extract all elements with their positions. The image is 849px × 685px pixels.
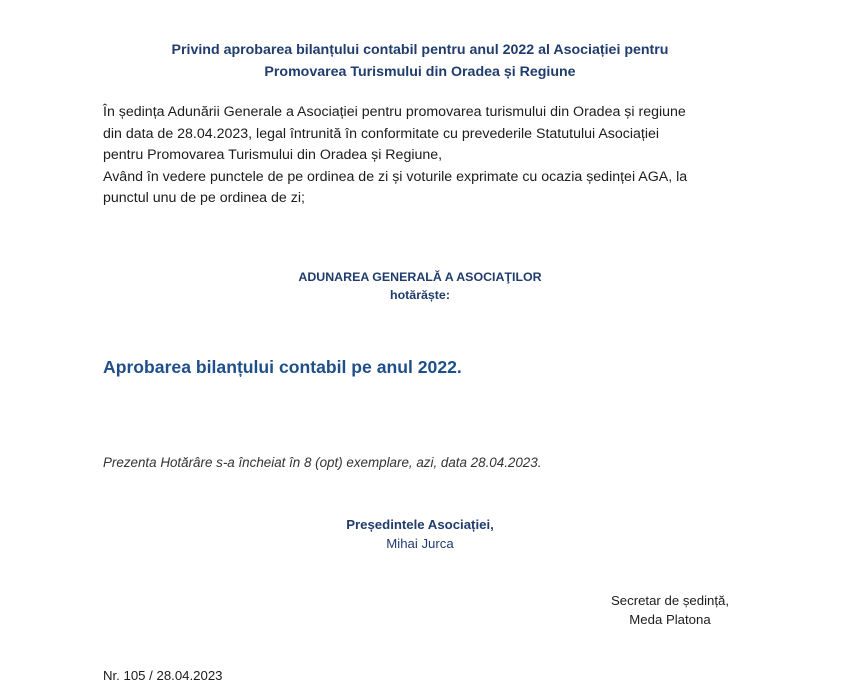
document-title <box>100 39 740 83</box>
president-role: Președintele Asociației, <box>346 517 494 532</box>
secretary-name: Meda Platona <box>629 612 711 627</box>
preamble-line: din data de 28.04.2023, legal întrunită în conformitate cu prevederile Statutului Asociației <box>103 125 660 142</box>
secretary-signature-block <box>580 591 760 629</box>
preamble-line: Având în vedere punctele de pe ordinea de zi și voturile exprimate cu ocazia ședinței AGA, la <box>103 168 688 185</box>
assembly-heading <box>100 268 740 304</box>
assembly-decides: hotărăște: <box>390 288 450 302</box>
document-number: Nr. 105 / 28.04.2023 <box>103 668 223 683</box>
secretary-role: Secretar de ședință, <box>610 593 730 608</box>
closing-statement: Prezenta Hotărâre s-a încheiat în 8 (opt) exemplare, azi, data 28.04.2023. <box>103 455 542 470</box>
preamble-paragraph <box>103 102 739 210</box>
preamble-line: În ședința Adunării Generale a Asociației pentru promovarea turismului din Oradea și regiune <box>103 104 686 120</box>
decision-text: Aprobarea bilanțului contabil pe anul 2022. <box>103 357 462 377</box>
title-line-1: Privind aprobarea bilanțului contabil pentru anul 2022 al Asociației pentru <box>171 42 669 58</box>
preamble-line: pentru Promovarea Turismului din Oradea și Regiune, <box>103 147 443 164</box>
assembly-title: ADUNAREA GENERALĂ A ASOCIAŢILOR <box>298 270 542 284</box>
president-signature-block <box>270 515 570 553</box>
title-line-2: Promovarea Turismului din Oradea și Regiune <box>264 64 576 80</box>
president-name: Mihai Jurca <box>386 536 454 551</box>
preamble-line: punctul unu de pe ordinea de zi; <box>103 190 305 207</box>
